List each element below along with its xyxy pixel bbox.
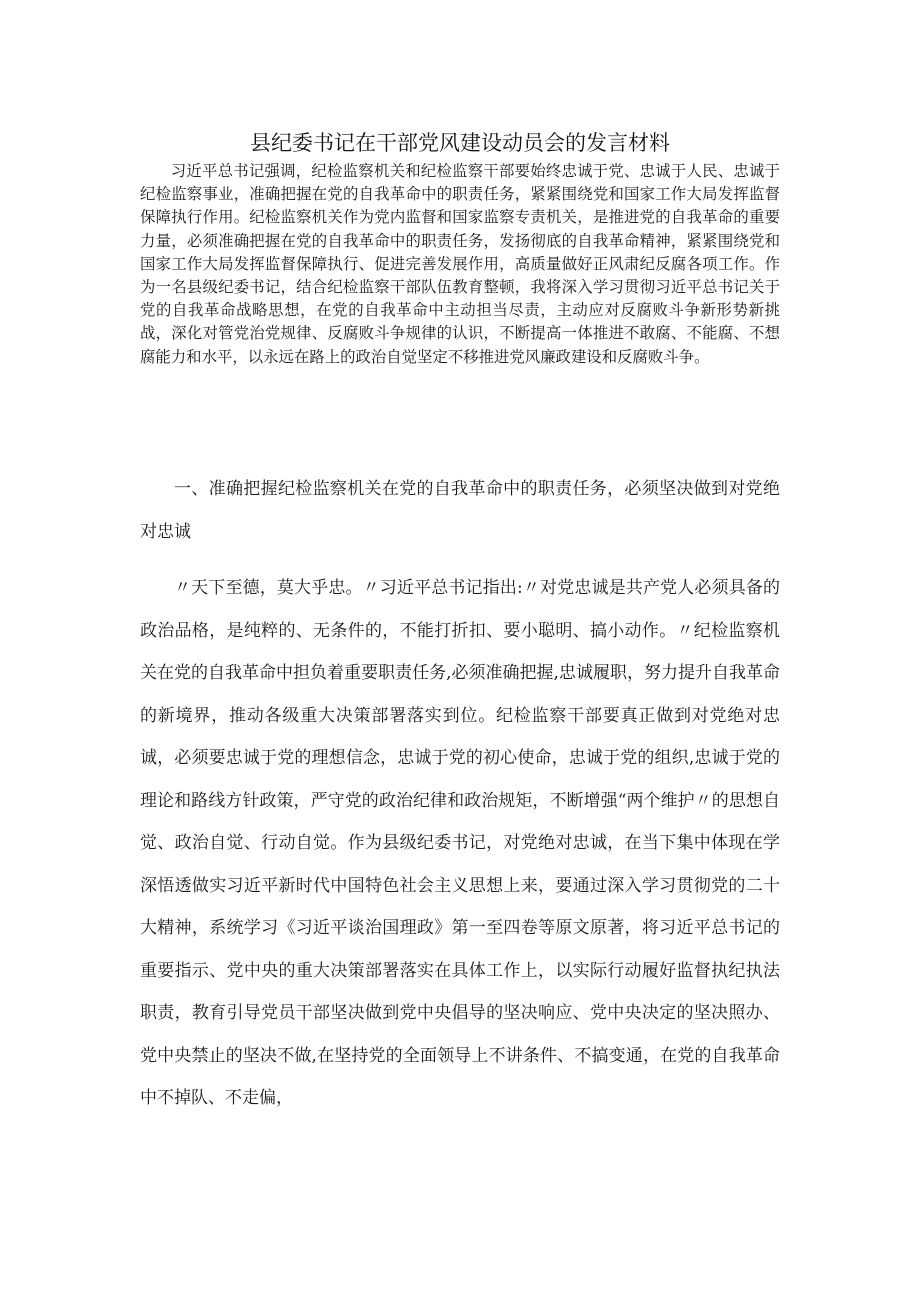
document-title: 县纪委书记在干部党风建设动员会的发言材料 bbox=[250, 131, 670, 155]
section-1-paragraph: 〃天下至德，莫大乎忠。〃习近平总书记指出:〃对党忠诚是共产党人必须具备的政治品格，是纯粹的、无条件的，不能打折扣、要小聪明、搞小动作。〃纪检监察机关在党的自我革命中担负着重要职责任务,必须准确把握,忠诚履职，努力提升自我革命的新境界，推动各级重大决策部署落实到位。纪检监察干部要真正做到对党绝对忠诚，必须要忠诚于党的理想信念，忠诚于党的初心使命，忠诚于党的组织,忠诚于党的理论和路线方针政策，严守党的政治纪律和政治规矩，不断增强“两个维护〃的思想自觉、政治自觉、行动自觉。作为县级纪委书记，对党绝对忠诚，在当下集中体现在学深悟透做实习近平新时代中国特色社会主义思想上来，要通过深入学习贯彻党的二十大精神，系统学习《习近平谈治国理政》第一至四卷等原文原著，将习近平总书记的重要指示、党中央的重大决策部署落实在具体工作上，以实际行动履好监督执纪执法职责，教育引导党员干部坚决做到党中央倡导的坚决响应、党中央决定的坚决照办、党中央禁止的坚决不做,在坚持党的全面领导上不讲条件、不搞变通，在党的自我革命中不掉队、不走偏， bbox=[140, 578, 780, 1108]
intro-paragraph: 习近平总书记强调，纪检监察机关和纪检监察干部要始终忠诚于党、忠诚于人民、忠诚于纪检监察事业，准确把握在党的自我革命中的职责任务，紧紧围绕党和国家工作大局发挥监督保障执行作用。纪检监察机关作为党内监督和国家监察专责机关，是推进党的自我革命的重要力量，必须准确把握在党的自我革命中的职责任务，发扬彻底的自我革命精神，紧紧围绕党和国家工作大局发挥监督保障执行、促进完善发展作用，高质量做好正风肃纪反腐各项工作。作为一名县级纪委书记，结合纪检监察干部队伍教育整顿，我将深入学习贯彻习近平总书记关于党的自我革命战略思想，在党的自我革命中主动担当尽责，主动应对反腐败斗争新形势新挑战，深化对管党治党规律、反腐败斗争规律的认识，不断提高一体推进不敢腐、不能腐、不想腐能力和水平，以永远在路上的政治自觉坚定不移推进党风廉政建设和反腐败斗争。 bbox=[140, 162, 780, 366]
section-heading-1: 一、准确把握纪检监察机关在党的自我革命中的职责任务，必须坚决做到对党绝对忠诚 bbox=[140, 479, 780, 542]
